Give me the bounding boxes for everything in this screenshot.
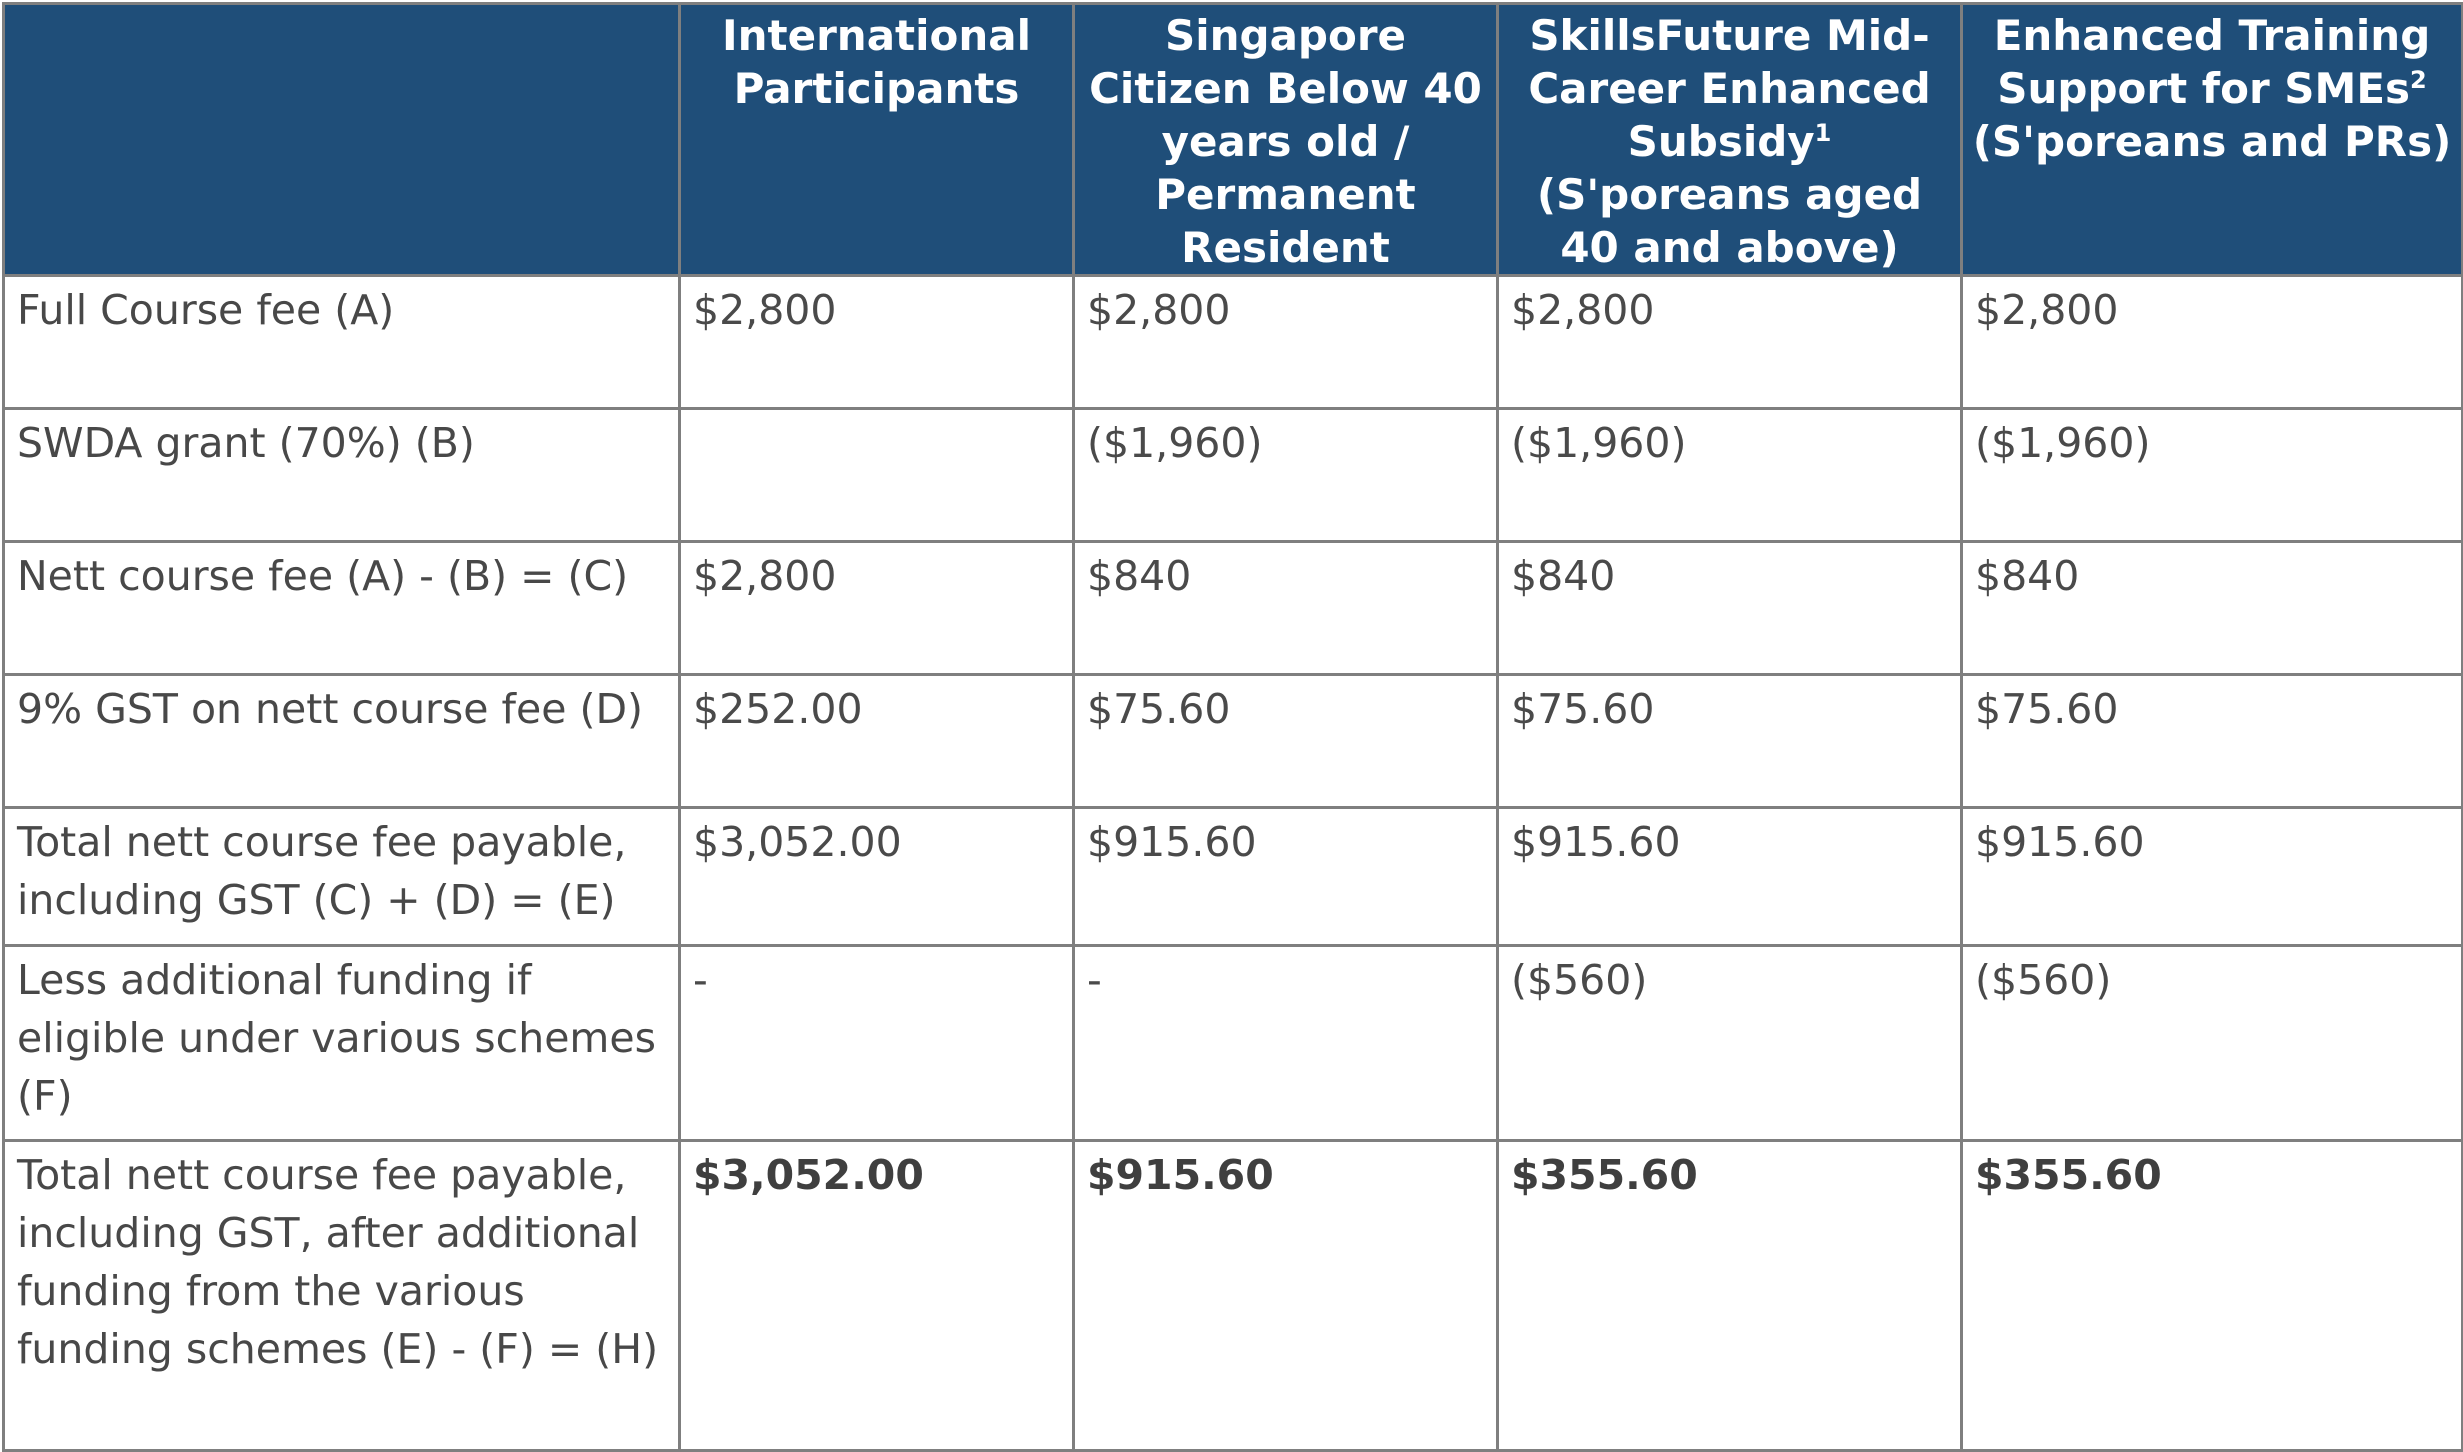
- cell-international: -: [680, 946, 1074, 1141]
- header-etss-subtitle: (S'poreans and PRs): [1972, 117, 2452, 166]
- cell-citizen-below-40: $915.60: [1074, 808, 1498, 946]
- cell-citizen-below-40: $2,800: [1074, 276, 1498, 409]
- cell-international: $3,052.00: [680, 808, 1074, 946]
- row-label: SWDA grant (70%) (B): [4, 409, 680, 542]
- footnote-marker-1: 1: [1814, 119, 1832, 147]
- cell-mid-career: ($1,960): [1498, 409, 1962, 542]
- table-row-total-including-gst: [4, 808, 2463, 946]
- cell-citizen-below-40: -: [1074, 946, 1498, 1141]
- course-fee-table: [2, 2, 2463, 1452]
- row-label: Total nett course fee payable, including GST, after additional funding from the various funding schemes (E) - (F) = (H): [4, 1141, 680, 1451]
- row-label: Total nett course fee payable, including GST (C) + (D) = (E): [4, 808, 680, 946]
- cell-mid-career: $355.60: [1498, 1141, 1962, 1451]
- cell-etss: ($1,960): [1962, 409, 2463, 542]
- footnote-marker-2: 2: [2410, 66, 2427, 94]
- cell-etss: $75.60: [1962, 675, 2463, 808]
- cell-etss: $840: [1962, 542, 2463, 675]
- table-row-full-course-fee: [4, 276, 2463, 409]
- cell-etss: $2,800: [1962, 276, 2463, 409]
- table-row-additional-funding: [4, 946, 2463, 1141]
- table-row-swda-grant: [4, 409, 2463, 542]
- cell-international: $3,052.00: [680, 1141, 1074, 1451]
- row-label: Nett course fee (A) - (B) = (C): [4, 542, 680, 675]
- table-row-gst: [4, 675, 2463, 808]
- row-label: Less additional funding if eligible under various schemes (F): [4, 946, 680, 1141]
- table-row-nett-course-fee: [4, 542, 2463, 675]
- cell-etss: $355.60: [1962, 1141, 2463, 1451]
- table-row-final-total: [4, 1141, 2463, 1451]
- row-label: 9% GST on nett course fee (D): [4, 675, 680, 808]
- cell-international: $2,800: [680, 542, 1074, 675]
- cell-etss: $915.60: [1962, 808, 2463, 946]
- header-corner-cell: [4, 4, 680, 276]
- cell-mid-career: $75.60: [1498, 675, 1962, 808]
- header-skillsfuture-mid-career: [1498, 4, 1962, 276]
- header-enhanced-training-support: [1962, 4, 2463, 276]
- cell-citizen-below-40: $915.60: [1074, 1141, 1498, 1451]
- cell-etss: ($560): [1962, 946, 2463, 1141]
- header-skillsfuture-subtitle: (S'poreans aged 40 and above): [1536, 170, 1923, 272]
- cell-citizen-below-40: $840: [1074, 542, 1498, 675]
- cell-international: $252.00: [680, 675, 1074, 808]
- header-singapore-citizen-below-40: Singapore Citizen Below 40 years old / Permanent Resident: [1074, 4, 1498, 276]
- cell-citizen-below-40: $75.60: [1074, 675, 1498, 808]
- row-label: Full Course fee (A): [4, 276, 680, 409]
- cell-international: $2,800: [680, 276, 1074, 409]
- header-row: [4, 4, 2463, 276]
- header-international-participants: International Participants: [680, 4, 1074, 276]
- cell-international: [680, 409, 1074, 542]
- cell-mid-career: ($560): [1498, 946, 1962, 1141]
- table-header: [4, 4, 2463, 276]
- table-body: [4, 276, 2463, 1451]
- header-etss-title: Enhanced Training Support for SMEs: [1993, 11, 2431, 113]
- header-skillsfuture-title: SkillsFuture Mid-Career Enhanced Subsidy: [1528, 11, 1931, 166]
- cell-mid-career: $2,800: [1498, 276, 1962, 409]
- cell-mid-career: $915.60: [1498, 808, 1962, 946]
- cell-mid-career: $840: [1498, 542, 1962, 675]
- cell-citizen-below-40: ($1,960): [1074, 409, 1498, 542]
